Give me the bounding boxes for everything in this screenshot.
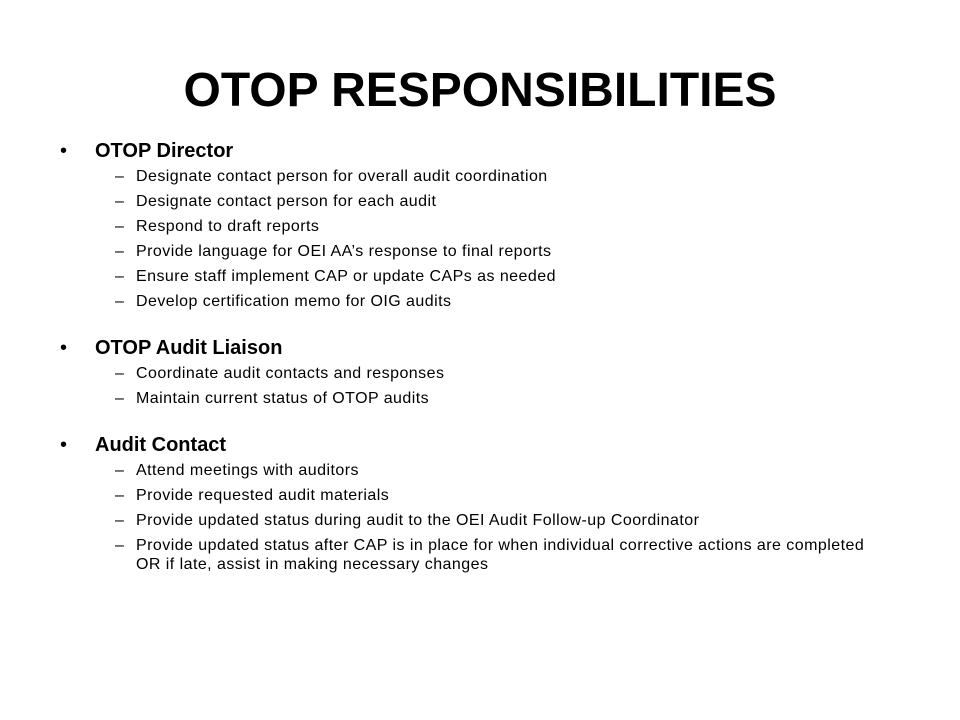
- section-otop-audit-liaison: [60, 333, 880, 408]
- list-item-text: Provide requested audit materials: [136, 487, 390, 504]
- list-item-text: Provide updated status during audit to the OEI Audit Follow-up Coordinator: [136, 512, 700, 529]
- list-item: [60, 267, 880, 286]
- list-item: [60, 167, 880, 186]
- list-item-text: Designate contact person for overall audit coordination: [136, 168, 548, 185]
- sub-list: [60, 167, 880, 311]
- list-item-text: Designate contact person for each audit: [136, 193, 437, 210]
- dash-icon: –: [115, 268, 125, 285]
- list-item: [60, 292, 880, 311]
- section-audit-contact: [60, 430, 880, 574]
- dash-icon: –: [115, 537, 125, 554]
- dash-icon: –: [115, 462, 125, 479]
- list-item: [60, 192, 880, 211]
- dash-icon: –: [115, 168, 125, 185]
- slide-title: OTOP RESPONSIBILITIES: [183, 64, 777, 117]
- sub-list: [60, 364, 880, 408]
- content-list: [60, 136, 880, 596]
- list-item-text: Respond to draft reports: [136, 218, 320, 235]
- list-item: [60, 217, 880, 236]
- list-item-text: Maintain current status of OTOP audits: [136, 390, 430, 407]
- bullet-icon: •: [60, 140, 68, 162]
- list-item: [60, 486, 880, 505]
- list-item: [60, 536, 880, 574]
- section-heading-text: OTOP Audit Liaison: [95, 337, 283, 359]
- list-item: [60, 511, 880, 530]
- section-heading-text: OTOP Director: [95, 140, 234, 162]
- list-item-text: Develop certification memo for OIG audits: [136, 293, 452, 310]
- list-item: [60, 389, 880, 408]
- dash-icon: –: [115, 487, 125, 504]
- section-heading: [60, 333, 880, 363]
- section-otop-director: [60, 136, 880, 311]
- dash-icon: –: [115, 293, 125, 310]
- dash-icon: –: [115, 218, 125, 235]
- section-heading-text: Audit Contact: [95, 434, 227, 456]
- list-item-text: Ensure staff implement CAP or update CAPs as needed: [136, 268, 556, 285]
- list-item: [60, 461, 880, 480]
- section-heading: [60, 136, 880, 166]
- sub-list: [60, 461, 880, 574]
- dash-icon: –: [115, 243, 125, 260]
- dash-icon: –: [115, 365, 125, 382]
- bullet-icon: •: [60, 337, 68, 359]
- list-item-text: Attend meetings with auditors: [136, 462, 359, 479]
- list-item-text: Provide language for OEI AA’s response to final reports: [136, 243, 552, 260]
- dash-icon: –: [115, 193, 125, 210]
- list-item-text: Coordinate audit contacts and responses: [136, 365, 445, 382]
- list-item: [60, 242, 880, 261]
- bullet-icon: •: [60, 434, 68, 456]
- list-item: [60, 364, 880, 383]
- dash-icon: –: [115, 512, 125, 529]
- section-heading: [60, 430, 880, 460]
- dash-icon: –: [115, 390, 125, 407]
- list-item-text: Provide updated status after CAP is in place for when individual corrective actions are completed OR if late, assist in making necessary changes: [136, 537, 865, 573]
